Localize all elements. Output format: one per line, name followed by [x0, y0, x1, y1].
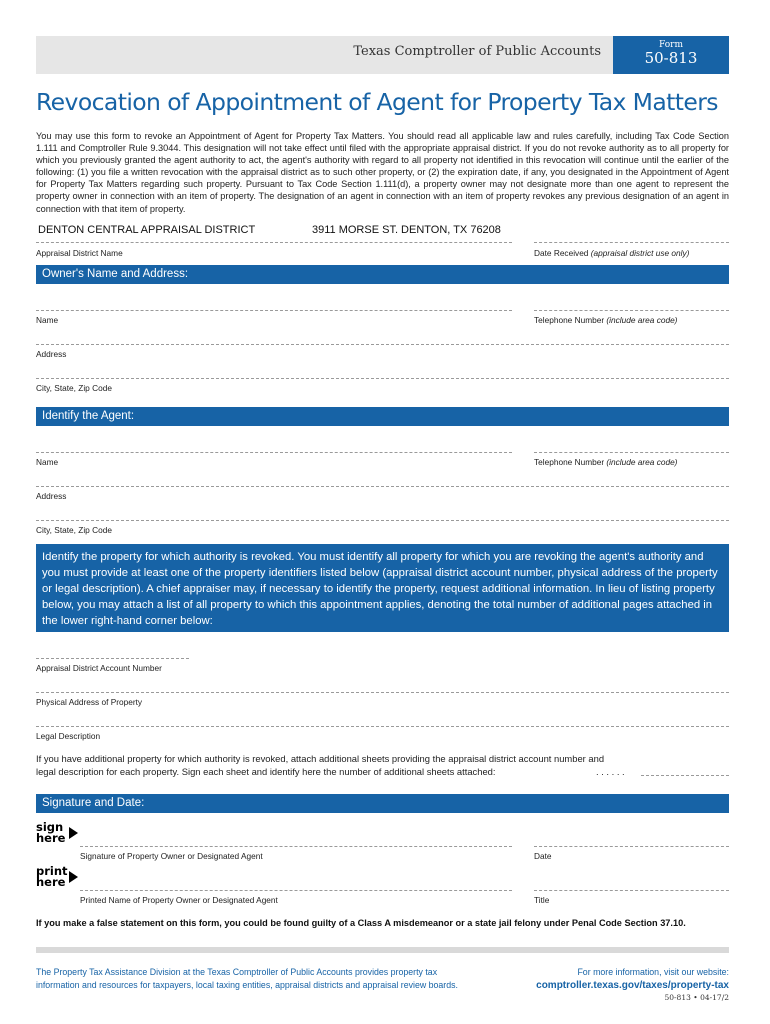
owner-city-input[interactable] [36, 378, 729, 379]
signature-section-header: Signature and Date: [36, 794, 729, 813]
appraisal-district-row [36, 224, 729, 260]
property-section-header: Identify the property for which authority is revoked. You must identify all property for which you are revoking the agent's authority and you must provide at least one of the property identifiers listed below (appraisal district account number, physical address of the property or legal description). A chief appraiser may, if necessary to identify the property, request additional information. In lieu of listing property below, you may attach a list of all property to which this appointment applies, denoting the total number of additional pages attached in the lower right-hand corner below: [36, 544, 729, 632]
owner-city-label: City, State, Zip Code [36, 383, 112, 393]
printed-name-input[interactable] [80, 890, 512, 891]
agent-name-input[interactable] [36, 452, 512, 453]
footer-website: For more information, visit our website: comptroller.texas.gov/taxes/property-tax [536, 967, 729, 991]
date-received-label: Date Received (appraisal district use only) [534, 248, 690, 258]
date-received-line[interactable] [534, 242, 729, 243]
form-revision-code: 50-813 • 04-17/2 [664, 993, 729, 1002]
intro-paragraph: You may use this form to revoke an Appointment of Agent for Property Tax Matters. You should read all applicable law and rules carefully, including Tax Code Section 1.111 and Comptroller Rule 9.3044. This designation will not take effect until filed with the appropriate appraisal district. If you do not revoke authority as to all property for which you previously granted the agent authority to act, the agent's authority with regard to all property not identified in this revocation will continue until the earlier of the following: (1) you file a written revocation with the appraisal district as to such other property, or (2) the expiration date, if any, you designated in the Appointment of Agent for Property Tax Matters regarding such property. Pursuant to Tax Code Section 1.111(d), a property owner may not designate more than one agent to represent the property owner in connection with an item of property. The designation of an agent in connection with an item of property revokes any previous designation of an agent in connection with that item of property. [36, 131, 729, 214]
physical-address-label: Physical Address of Property [36, 697, 143, 707]
agent-address-input[interactable] [36, 486, 729, 487]
legal-description-input[interactable] [36, 726, 729, 727]
agency-name: Texas Comptroller of Public Accounts [353, 44, 601, 59]
signature-date-label: Date [534, 851, 552, 861]
sign-here-icon: sign here [36, 822, 84, 844]
agent-city-input[interactable] [36, 520, 729, 521]
owner-address-input[interactable] [36, 344, 729, 345]
additional-sheets-note: If you have additional property for which authority is revoked, attach additional sheets providing the appraisal district account number and legal description for each property. Sign each sheet and identify here the number of additional sheets attached: . . . . . . [36, 752, 729, 778]
owner-name-input[interactable] [36, 310, 512, 311]
form-label: Form [658, 40, 683, 50]
agent-fields [36, 442, 729, 537]
agent-phone-label: Telephone Number (include area code) [534, 457, 678, 467]
footer-description: The Property Tax Assistance Division at the Texas Comptroller of Public Accounts provides property tax information and resources for taxpayers, local taxing entities, appraisal districts and appraisal review boards. [36, 967, 458, 990]
title-input[interactable] [534, 890, 729, 891]
agent-name-label: Name [36, 457, 59, 467]
false-statement-warning: If you make a false statement on this form, you could be found guilty of a Class A misdemeanor or a state jail felony under Penal Code Section 37.10. [36, 918, 686, 928]
district-name-line [36, 242, 512, 243]
form-header [36, 36, 729, 74]
title-label: Title [534, 895, 550, 905]
physical-address-input[interactable] [36, 692, 729, 693]
agent-phone-input[interactable] [534, 452, 729, 453]
property-fields [36, 650, 729, 745]
district-address-value[interactable]: 3911 MORSE ST. DENTON, TX 76208 [312, 224, 501, 236]
page-title: Revocation of Appointment of Agent for Property Tax Matters [36, 88, 718, 116]
owner-phone-label: Telephone Number (include area code) [534, 315, 678, 325]
agent-section-header: Identify the Agent: [36, 407, 729, 426]
printed-name-label: Printed Name of Property Owner or Designated Agent [80, 895, 278, 905]
agent-address-label: Address [36, 491, 67, 501]
owner-name-label: Name [36, 315, 59, 325]
form-number-box [613, 36, 729, 74]
form-number: 50-813 [644, 49, 698, 67]
legal-description-label: Legal Description [36, 731, 101, 741]
signature-label: Signature of Property Owner or Designated Agent [80, 851, 263, 861]
agent-city-label: City, State, Zip Code [36, 525, 112, 535]
account-number-label: Appraisal District Account Number [36, 663, 162, 673]
owner-phone-input[interactable] [534, 310, 729, 311]
owner-fields [36, 300, 729, 395]
signature-date-input[interactable] [534, 846, 729, 847]
footer-divider [36, 947, 729, 953]
signature-input[interactable] [80, 846, 512, 847]
website-link[interactable]: comptroller.texas.gov/taxes/property-tax [536, 980, 729, 991]
owner-address-label: Address [36, 349, 67, 359]
district-name-label: Appraisal District Name [36, 248, 123, 258]
print-here-icon: print here [36, 866, 84, 888]
additional-sheets-input[interactable] [641, 775, 729, 776]
account-number-input[interactable] [36, 658, 189, 659]
district-name-value[interactable]: DENTON CENTRAL APPRAISAL DISTRICT [38, 224, 256, 236]
owner-section-header: Owner's Name and Address: [36, 265, 729, 284]
